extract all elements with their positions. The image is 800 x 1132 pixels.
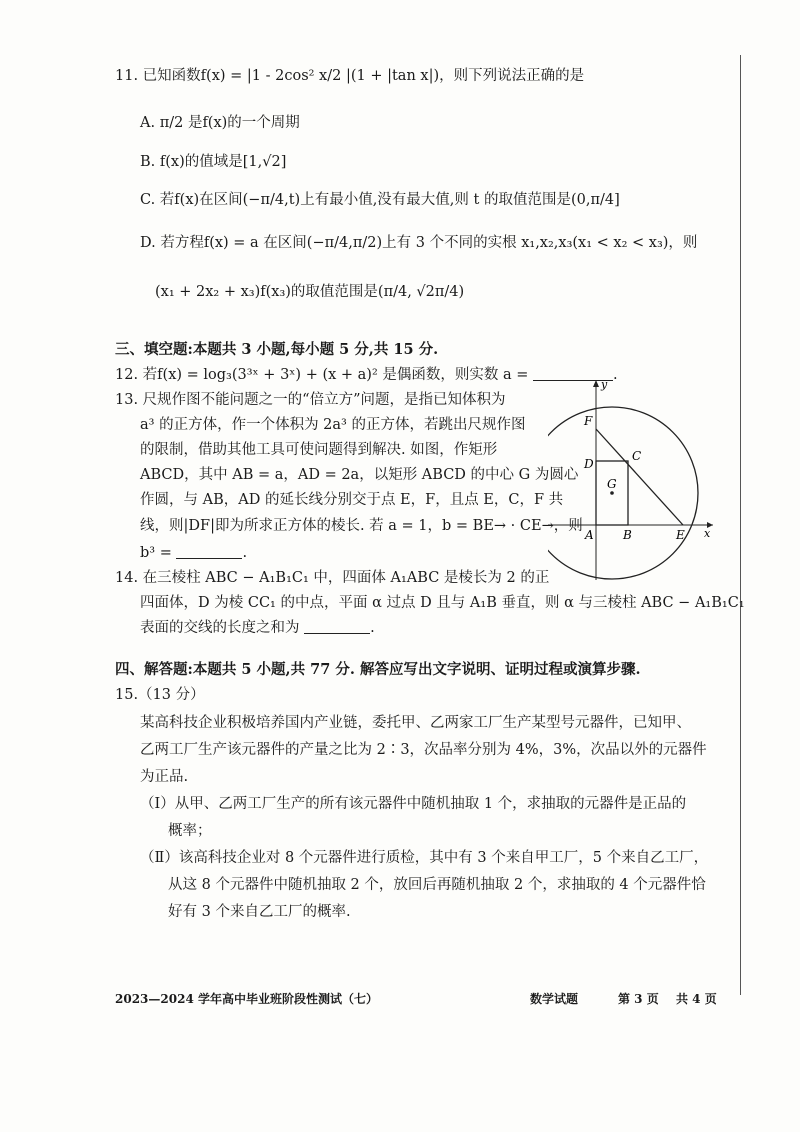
q14-answer-blank (304, 619, 370, 634)
q13-answer-blank (176, 544, 242, 559)
q15-part1-line2: 概率； (168, 823, 212, 839)
footer-exam-title: 2023—2024 学年高中毕业班阶段性测试（七） (115, 992, 378, 1006)
q11-option-d-line1: D. 若方程f(x) = a 在区间(−π/4,π/2)上有 3 个不同的实根 x₁,x₂,x₃(x₁ < x₂ < x₃)，则 (140, 235, 698, 251)
q15-para-line2: 乙两工厂生产该元器件的产量之比为 2∶3，次品率分别为 4%，3%，次品以外的元器件 (140, 742, 707, 758)
q13-line1: 13. 尺规作图不能问题之一的“倍立方”问题，是指已知体积为 (115, 392, 506, 408)
q14-line2: 四面体，D 为棱 CC₁ 的中点，平面 α 过点 D 且与 A₁B 垂直，则 α 与三棱柱 ABC − A₁B₁C₁ (140, 595, 745, 611)
label-e: E (676, 528, 685, 542)
label-c: C (632, 449, 642, 463)
q11-option-c: C. 若f(x)在区间(−π/4,t)上有最小值,没有最大值,则 t 的取值范围是(0,π/4] (140, 192, 620, 208)
q15-head: 15.（13 分） (115, 687, 205, 703)
q13-line3: 的限制，借助其他工具可使问题得到解决. 如图，作矩形 (140, 442, 498, 458)
label-d: D (584, 457, 594, 471)
q11-option-b: B. f(x)的值域是[1,√2] (140, 154, 287, 170)
label-g: G (607, 477, 617, 491)
label-f: F (584, 414, 593, 428)
q13-b-cubed: b³ = (140, 545, 172, 561)
label-y: y (601, 380, 608, 391)
q11-option-a: A. π/2 是f(x)的一个周期 (140, 115, 300, 131)
q15-part2-line3: 好有 3 个来自乙工厂的概率. (168, 904, 351, 920)
q15-part1-line1: （Ⅰ）从甲、乙两工厂生产的所有该元器件中随机抽取 1 个，求抽取的元器件是正品的 (140, 796, 687, 812)
q14-line3 (140, 618, 375, 638)
footer-page-number: 第 3 页 (618, 992, 659, 1006)
page-margin-rule (740, 55, 741, 995)
label-b: B (623, 528, 632, 542)
q13-line5: 作圆，与 AB，AD 的延长线分别交于点 E，F，且点 E，C，F 共 (140, 492, 564, 508)
circle-g (548, 407, 698, 579)
q15-para-line1: 某高科技企业积极培养国内产业链，委托甲、乙两家工厂生产某型号元器件，已知甲、 (140, 715, 691, 731)
section-3-title: 三、填空题:本题共 3 小题,每小题 5 分,共 15 分. (115, 341, 439, 358)
q12 (115, 365, 618, 385)
q14-text: 表面的交线的长度之和为 (140, 620, 300, 636)
q13-line6: 线，则|DF|即为所求正方体的棱长. 若 a = 1，b = BE→ · CE→，则 (140, 518, 583, 534)
footer-subject: 数学试题 (530, 992, 579, 1006)
footer-total-pages: 共 4 页 (676, 992, 717, 1006)
label-a: A (585, 528, 594, 542)
q15-para-line3: 为正品. (140, 769, 189, 785)
section-4-title: 四、解答题:本题共 5 小题,共 77 分. 解答应写出文字说明、证明过程或演算步骤. (115, 661, 641, 678)
q13-line2: a³ 的正方体，作一个体积为 2a³ 的正方体，若跳出尺规作图 (140, 417, 526, 433)
q13-figure (548, 380, 718, 580)
q12-answer-blank (533, 366, 613, 381)
q13-line4: ABCD，其中 AB = a，AD = 2a，以矩形 ABCD 的中心 G 为圆心 (140, 467, 579, 483)
y-axis-arrow (593, 380, 599, 387)
q15-part2-line2: 从这 8 个元器件中随机抽取 2 个，放回后再随机抽取 2 个，求抽取的 4 个元器件恰 (168, 877, 706, 893)
label-x: x (704, 527, 711, 540)
center-g-dot (610, 491, 614, 495)
q13-end: . (242, 545, 248, 561)
q11-option-d-line2: (x₁ + 2x₂ + x₃)f(x₃)的取值范围是(π/4, √2π/4) (155, 284, 465, 300)
q11-stem: 11. 已知函数f(x) = |1 - 2cos² x/2 |(1 + |tan x|)，则下列说法正确的是 (115, 68, 585, 84)
q12-text: 12. 若f(x) = log₃(3³ˣ + 3ˣ) + (x + a)² 是偶函数，则实数 a = (115, 367, 529, 383)
q13-line7 (140, 543, 247, 563)
q14-line1: 14. 在三棱柱 ABC − A₁B₁C₁ 中，四面体 A₁ABC 是棱长为 2 的正 (115, 570, 550, 586)
q12-end: . (613, 367, 618, 383)
q14-end: . (370, 620, 375, 636)
q15-part2-line1: （Ⅱ）该高科技企业对 8 个元器件进行质检，其中有 3 个来自甲工厂，5 个来自乙工厂， (140, 850, 709, 866)
